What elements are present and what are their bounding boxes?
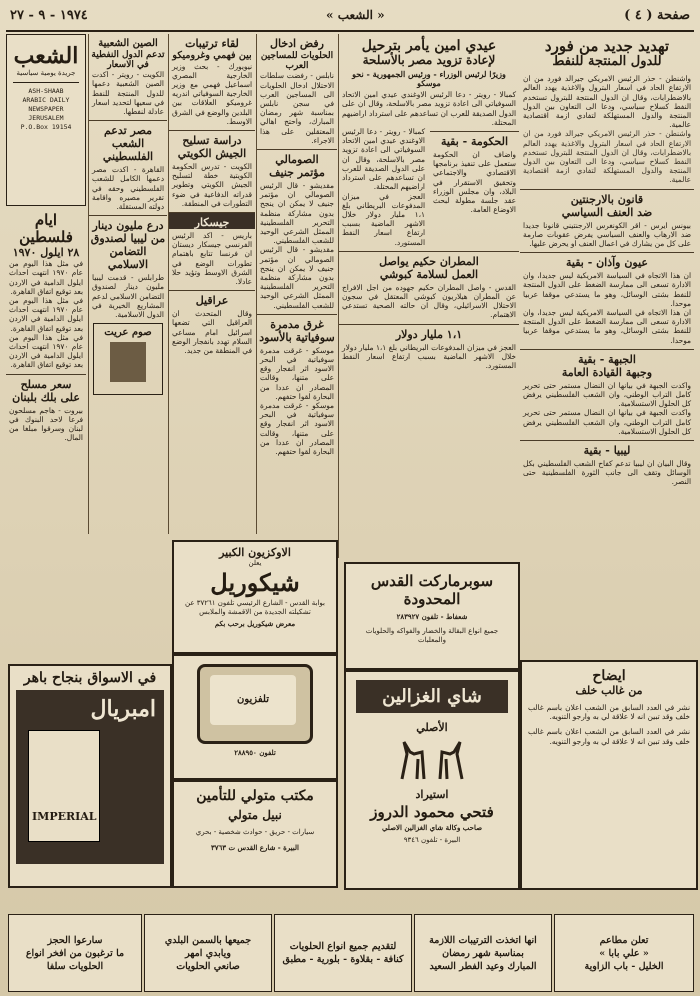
amin-headline: عيدي امين يأمر بترحيل bbox=[361, 38, 497, 54]
gazelle-icon bbox=[382, 734, 482, 784]
ad-image bbox=[110, 342, 146, 382]
palestine-days-cont: في مثل هذا اليوم من عام ١٩٧٠ انتهت احداث ايلول الدامية في الاردن بعد توقيع اتفاق القاهرة. bbox=[9, 295, 83, 333]
obstacles-headline: عراقيل bbox=[169, 290, 255, 307]
imperial-ad: في الاسواق بنجاح باهر امبريال IMPERIAL bbox=[8, 664, 172, 888]
supermarket-ad: سوبرماركت القدس المحدودة شعفاط - تلفون ٢٨٣٩٢٧ جميع انواع البقالة والخضار والفواكه والحلويات والمعلبات bbox=[344, 562, 520, 670]
column-left bbox=[6, 34, 86, 694]
argentina-headline: قانون بالارجنتين ضد العنف السياسي bbox=[520, 189, 694, 219]
china-article: الكويت - رويتر - اكدت الصين الشعبية دعمها للدول المنتجة للنفط في سعيها لتحديد اسعار عادلة لنفطها. bbox=[92, 70, 164, 116]
billion-article: العجز في ميزان المدفوعات البريطاني بلغ ١،١ مليار دولار خلال الاشهر الماضية بسبب ارتفاع اسعار النفط المستورد. bbox=[342, 342, 516, 370]
egypt-headline: مصر تدعم الشعب الفلسطيني bbox=[89, 120, 167, 163]
geneva-article-cont: مقديشو - قال الرئيس الصومالي ان مؤتمر جنيف لا يمكن ان ينجح بدون مشاركة منظمة التحرير الفلسطينية الممثل الشرعي الوحيد للشعب الفلسطيني. bbox=[260, 245, 334, 310]
argentina-article: بيونس ايرس - اقر الكونغرس الارجنتيني قانونا جديدا ضد الارهاب والعنف السياسي يفرض عقوبات صارمة على كل من يشارك في اعمال العنف او يحرض عليها. bbox=[523, 220, 691, 249]
bank-headline: سعر مسلح على بلك بلبنان bbox=[6, 374, 86, 404]
issue-date: ١٩٧٤ - ٩ - ٢٧ bbox=[10, 8, 88, 23]
insurance-ad: مكتب متولي للتأمين نبيل متولي سيارات - حريق - حوادث شخصية - بحري البيرة - شارع القدس ت ٣٧٦٣ bbox=[172, 780, 338, 888]
masthead-en-4: JERUSALEM bbox=[28, 114, 64, 122]
giscard-headline: جيسكار bbox=[169, 212, 255, 229]
destroyer-article-cont: موسكو - غرقت مدمرة سوفياتية في البحر الاسود اثر انفجار وقع على متنها، وقالت المصادر ان عددا من البحارة لقوا حتفهم. bbox=[260, 401, 334, 457]
destroyer-article: موسكو - غرقت مدمرة سوفياتية في البحر الاسود اثر انفجار وقع على متنها، وقالت المصادر ان عددا من البحارة لقوا حتفهم. bbox=[260, 345, 334, 401]
egypt-article: القاهرة - اكدت مصر دعمها الكامل للشعب الفلسطيني وحقه في تقرير مصيره واقامة دولته المستقلة. bbox=[92, 165, 164, 212]
sweets-article: نابلس - رفضت سلطات الاحتلال ادخال الحلويات الى المساجين العرب في سجن نابلس بمناسبة شهر رمضان المبارك، واحتج اهالي المعتقلين على هذا الاجراء. bbox=[260, 71, 334, 145]
masthead-en-1: ASH-SHAAB bbox=[28, 87, 64, 95]
column-2 bbox=[338, 34, 519, 558]
fahmy-headline: لقاء ترتيبات bbox=[185, 37, 239, 50]
fahmy-subheadline: بين فهمي وغروميكو bbox=[172, 49, 252, 61]
masthead-title: الشعب bbox=[13, 43, 79, 69]
geneva-headline: الصومالي مؤتمر جنيف bbox=[257, 149, 337, 179]
amin-kicker: وزيرًا لرئيس الوزراء - ورئيس الجمهورية - نحو موسكو bbox=[352, 68, 506, 89]
front-article: واكدت الجبهة في بيانها ان النضال مستمر حتى تحرير كامل التراب الوطني، وان الشعب الفلسطيني يرفض كل الحلول الاستسلامية. bbox=[523, 380, 691, 409]
fund-article: طرابلس - قدمت ليبيا مليون دينار لصندوق التضامن الاسلامي لدعم المشاريع الخيرية في الدول الاسلامية. bbox=[92, 273, 164, 320]
bottom-box-1: تعلن مطاعم « علي بابا » الخليل - باب الزاوية bbox=[554, 914, 694, 992]
column-right bbox=[520, 34, 694, 654]
china-subheadline-2: في الاسعار bbox=[107, 59, 149, 70]
china-subheadline: تدعم الدول النفطية bbox=[91, 49, 165, 60]
eyes-article: ان هذا الاتجاه في السياسة الامريكية ليس جديدا، وان الادارة تسعى الى ممارسة الضغط على الدول المنتجة للنفط بشتى الوسائل، وهو ما يستدعي موقفا عربيا موحدا. bbox=[523, 271, 691, 308]
palestine-days-article: في مثل هذا اليوم من عام ١٩٧٠ انتهت احداث ايلول الدامية في الاردن بعد توقيع اتفاق القاهرة. bbox=[9, 259, 83, 296]
cigarette-pack-image: امبريال IMPERIAL bbox=[16, 690, 164, 864]
palestine-days-headline: ايام فلسطين bbox=[19, 211, 73, 247]
masthead-box bbox=[6, 34, 86, 206]
libya-article: وقال البيان ان ليبيا تدعم كفاح الشعب الفلسطيني بكل الوسائل وتقف الى جانب الثورة الفلسطينية حتى النصر. bbox=[523, 459, 691, 487]
palestine-days-date: ٢٨ ايلول ١٩٧٠ bbox=[12, 245, 80, 259]
libya-headline: ليبيا - بقية bbox=[520, 440, 694, 457]
masthead-en-5: P.O.Box 19154 bbox=[20, 123, 72, 131]
tv-icon: تلفزيون bbox=[197, 664, 313, 744]
paper-name: « الشعب » bbox=[326, 8, 385, 22]
small-ad: صوم عريت bbox=[93, 323, 163, 395]
amin-subheadline: لإعادة تزويد مصر بالأسلحة bbox=[362, 53, 496, 68]
masthead-info: جريدة يومية سياسية bbox=[16, 69, 76, 77]
bank-article: بيروت - هاجم مسلحون فرعا لاحد البنوك في لبنان وسرقوا مبلغا من المال. bbox=[9, 405, 83, 443]
column-5 bbox=[88, 34, 167, 534]
sweets-subheadline: الحلويات للمساجين العرب bbox=[260, 50, 334, 71]
bottom-box-4: جميعها بالسمن البلدي ويابدي امهر صانعي الحلويات bbox=[144, 914, 272, 992]
giscard-article: باريس - اكد الرئيس الفرنسي جيسكار ديستان ان فرنسا تتابع باهتمام تطورات الوضع في الشرق الاوسط وتؤيد حلا عادلا. bbox=[172, 231, 252, 287]
chicorel-ad: الاوكزيون الكبير يعلن شيكوريل بوابة القدس - الشارع الرئيسي تلفون ٣٧٢٦١ عن تشكيلته الجديدة من الاقمشة والملابس معرض شيكوريل برحب بكم bbox=[172, 540, 338, 654]
govt-article: واضاف ان الحكومة ستعمل على تنفيذ برنامجها الاقتصادي والاجتماعي وتحقيق الاستقرار في البلاد، وان مجلس الوزراء عقد جلسة مطولة لبحث الاوضاع العامة. bbox=[433, 150, 516, 215]
masthead-en-2: ARABIC DAILY bbox=[22, 96, 70, 104]
sweets-headline: رفض ادخال bbox=[270, 37, 324, 50]
bishop-headline: المطران حكيم يواصل العمل لسلامة كبوشي bbox=[339, 251, 519, 281]
geneva-article: مقديشو - قال الرئيس الصومالي ان مؤتمر جنيف لا يمكن ان ينجح بدون مشاركة منظمة التحرير الفلسطينية الممثل الشرعي الوحيد للشعب الفلسطيني. bbox=[260, 180, 334, 246]
bishop-article: القدس - واصل المطران حكيم جهوده من اجل الافراج عن المطران هيلاريون كبوشي المعتقل في سجون الاحتلال الاسرائيلي، وقال ان حالته الصحية تستدعي الاهتمام. bbox=[342, 282, 516, 320]
front-article-cont: واكدت الجبهة في بيانها ان النضال مستمر حتى تحرير كامل التراب الوطني، وان الشعب الفلسطيني يرفض كل الحلول الاستسلامية. bbox=[523, 408, 691, 436]
fuel-article: واشنطن - حذر الرئيس الامريكي جيرالد فورد من ان الارتفاع الحاد في اسعار البترول والاغذية يهدد العالم بالاضطرابات، وقال ان الدول المنتجة للبترول تستخدم النفط كسلاح سياسي، ودعا الى التعاون بين الدول المنتجة والدول المستهلكة لتفادي ازمة اقتصادية عالمية. bbox=[523, 74, 691, 130]
amin-article-cont2: العجز في ميزان المدفوعات البريطاني بلغ ١،١ مليار دولار خلال الاشهر الماضية بسبب ارتفاع اسعار النفط المستورد. bbox=[342, 191, 425, 247]
column-3 bbox=[256, 34, 337, 534]
bottom-box-3: لتقديم جميع انواع الحلويات كنافة - بقلاوة - بلورية - مطبق bbox=[274, 914, 412, 992]
amin-article: كمبالا - رويتر - دعا الرئيس الاوغندي عيدي امين الاتحاد السوفياتي الى اعادة تزويد مصر بالاسلحة، وقال ان على الدول الصديقة للعرب ان تساعدهم على استرداد اراضيهم المحتلة. bbox=[342, 90, 516, 127]
amin-article-cont: كمبالا - رويتر - دعا الرئيس الاوغندي عيدي امين الاتحاد السوفياتي الى اعادة تزويد مصر بالاسلحة، وقال ان على الدول الصديقة للعرب ان تساعدهم على استرداد اراضيهم المحتلة. bbox=[342, 127, 425, 192]
bottom-box-2: انها اتخذت الترتيبات اللازمة بمناسبة شهر رمضان المبارك وعيد الفطر السعيد bbox=[414, 914, 552, 992]
tea-ad: شاي الغزالين الأصلي استيراد فتحي محمود الدروز صاحب وكالة شاي الغزالين الاصلي البيرة - تلفون ٩٣٤٦ bbox=[344, 670, 520, 890]
masthead-en-3: NEWSPAPER bbox=[28, 105, 64, 113]
page-number: صفحة ( ٤ ) bbox=[624, 8, 690, 23]
fuel-subheadline: للدول المنتجة للنفط bbox=[552, 54, 662, 70]
billion-headline: ١،١ مليار دولار bbox=[339, 324, 519, 341]
kuwait-article: الكويت - تدرس الحكومة الكويتية خطة لتسليح الجيش الكويتي وتطوير قدراته الدفاعية في ضوء التطورات في المنطقة. bbox=[172, 161, 252, 208]
bottom-box-5: سارعوا الحجز ما ترغبون من افخر انواع الحلويات سلفا bbox=[8, 914, 142, 992]
china-headline: الصين الشعبية bbox=[98, 38, 158, 49]
palestine-days-cont2: في مثل هذا اليوم من عام ١٩٧٠ انتهت احداث ايلول الدامية في الاردن بعد توقيع اتفاق القاهرة. bbox=[9, 332, 83, 370]
eyes-article-cont: ان هذا الاتجاه في السياسة الامريكية ليس جديدا، وان الادارة تسعى الى ممارسة الضغط على الدول المنتجة للنفط بشتى الوسائل، وهو ما يستدعي موقفا عربيا موحدا. bbox=[523, 308, 691, 345]
notice-ad: ايضاح من غالب خلف نشر في العدد السابق من الشعب اعلان باسم غالب خلف وقد تبين انه لا علاقة لي به وارجو التنويه. نشر في العدد السابق من الشعب اعلان باسم غالب خلف وقد تبين انه لا علاقة لي به وارجو التنويه. bbox=[520, 660, 698, 890]
page-header bbox=[6, 6, 694, 32]
destroyer-headline: غرق مدمرة سوفياتية بالأسود bbox=[257, 314, 337, 344]
eyes-headline: عيون وآذان - بقية bbox=[520, 252, 694, 269]
fund-headline: درع مليون دينار من ليبيا لصندوق التضامن الاسلامي bbox=[89, 215, 167, 271]
govt-headline: الحكومة - بقية bbox=[430, 131, 519, 148]
chicorel-logo-text: شيكوريل bbox=[210, 568, 300, 597]
obstacles-article: وقال المتحدث ان العراقيل التي تضعها اسرائيل امام مساعي السلام تهدد بانفجار الوضع في المنطقة من جديد. bbox=[172, 309, 252, 356]
fuel-headline: تهديد جديد من فورد bbox=[544, 37, 670, 55]
kuwait-headline: دراسة تسليح الجيش الكويتي bbox=[169, 130, 255, 160]
tv-ad: تلفزيون تلفون ٢٨٨٩٥٠ bbox=[172, 654, 338, 780]
column-4 bbox=[168, 34, 255, 534]
fuel-article-cont: واشنطن - حذر الرئيس الامريكي جيرالد فورد من ان الارتفاع الحاد في اسعار البترول والاغذية يهدد العالم بالاضطرابات، وقال ان الدول المنتجة للبترول تستخدم النفط كسلاح سياسي، ودعا الى التعاون بين الدول المنتجة والدول المستهلكة لتفادي ازمة اقتصادية عالمية. bbox=[523, 129, 691, 185]
fahmy-article: نيويورك - بحث وزير الخارجية المصري اسماعيل فهمي مع وزير الخارجية السوفياتي اندريه غروميكو العلاقات بين البلدين والوضع في الشرق الاوسط. bbox=[172, 61, 252, 126]
front-headline: الجبهة - بقية وجبهة القيادة العامة bbox=[520, 349, 694, 379]
